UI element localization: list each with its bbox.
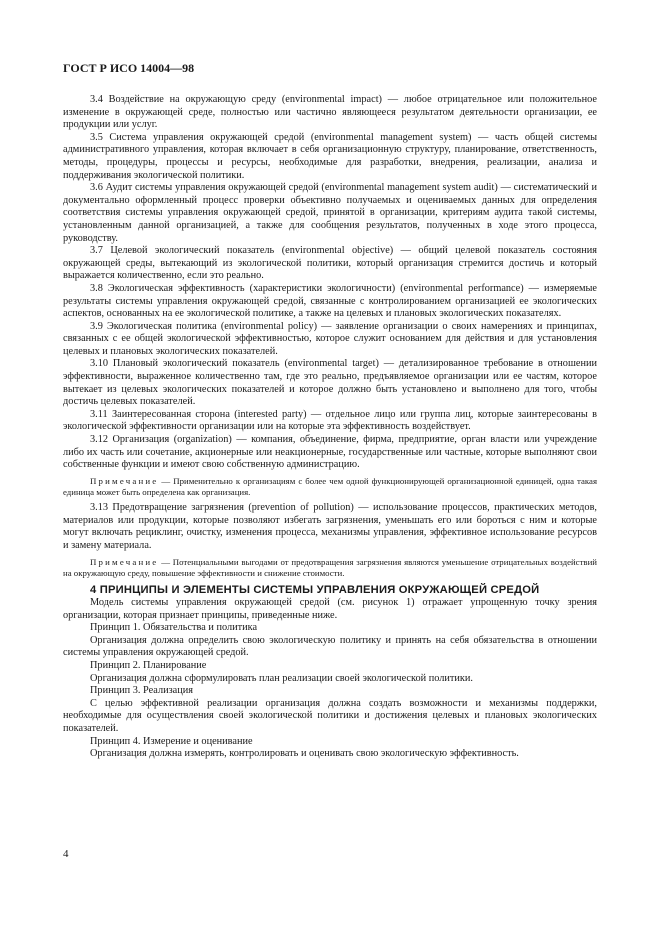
paragraph-3-10: 3.10 Плановый экологический показатель (environmental target) — детализированное требование в отношении эффективности, выраженное количественно там, где это реально, предъявляемое организации или ее частям, которое вытекает из целевых экологических показателей и которое должно быть установлено и выполнено для того, чтобы достичь целевых показателей. bbox=[63, 358, 597, 408]
paragraph-3-9: 3.9 Экологическая политика (environmental policy) — заявление организации о своих намерениях и принципах, связанных с ее общей экологической эффективностью, которое служит основанием для действия и для установления целевых и плановых экологических показателей. bbox=[63, 320, 597, 357]
page-number: 4 bbox=[63, 848, 69, 860]
principle-2-heading: Принцип 2. Планирование bbox=[90, 659, 207, 671]
paragraph-3-5: 3.5 Система управления окружающей средой (environmental management system) — часть общей системы административного управления, которая включает в себя организационную структуру, планирование, ответственность, методы, процедуры, процессы и ресурсы, необходимые для разработки, внедрения, реализации, анализа и поддерживания экологической политики. bbox=[63, 131, 597, 181]
paragraph-3-11: 3.11 Заинтересованная сторона (interested party) — отдельное лицо или группа лиц, которые заинтересованы в экологической эффективности организации или на которые эта эффективность воздействует. bbox=[63, 408, 597, 433]
document-header: ГОСТ Р ИСО 14004—98 bbox=[63, 61, 195, 75]
note-organization bbox=[63, 476, 597, 498]
principle-3-heading: Принцип 3. Реализация bbox=[90, 685, 193, 697]
principle-4-text: Организация должна измерять, контролировать и оценивать свою экологическую эффективность. bbox=[90, 748, 519, 760]
paragraph-3-13: 3.13 Предотвращение загрязнения (prevention of pollution) — использование процессов, практических методов, материалов или продукции, которые позволяют избегать загрязнения, уменьшать его или бороться с ним и которые могут включать рециклинг, очистку, изменения процесса, механизмы управления, эффективное использование ресурсов и замену материала. bbox=[63, 502, 597, 551]
section-4-heading: 4 ПРИНЦИПЫ И ЭЛЕМЕНТЫ СИСТЕМЫ УПРАВЛЕНИЯ ОКРУЖАЮЩЕЙ СРЕДОЙ bbox=[90, 584, 540, 596]
paragraph-3-8: 3.8 Экологическая эффективность (характеристики экологичности) (environmental performance) — измеряемые результаты системы управления окружающей средой, связанные с контролированием организацией ее экологических аспектов, основанных на ее экологической политике, а также на целевых и плановых экологических показателях. bbox=[63, 282, 597, 320]
paragraph-3-4: 3.4 Воздействие на окружающую среду (environmental impact) — любое отрицательное или положительное изменение в окружающей среде, полностью или частично являющееся результатом деятельности организации, ее продукции или услуг. bbox=[63, 94, 597, 131]
principle-1-text: Организация должна определить свою экологическую политику и принять на себя обязательства в отношении системы управления окружающей средой. bbox=[63, 634, 597, 659]
document-body bbox=[63, 94, 597, 761]
note-text: — Применительно к организациям с более чем одной функционирующей организационной единицей, одна такая единица может быть определена как организация. bbox=[63, 475, 597, 498]
principle-1-heading: Принцип 1. Обязательства и политика bbox=[90, 622, 258, 634]
paragraph-3-6: 3.6 Аудит системы управления окружающей средой (environmental management system audit) — систематический и документально оформленный процесс проверки объективно получаемых и оцениваемых данных для определения соответствия системы управления окружающей средой, принятой в организации, критериям аудита такой системы, установленным данной организацией, а также для сообщения результатов, полученных в ходе этого процесса, руководству. bbox=[63, 182, 597, 244]
principle-3-text: С целью эффективной реализации организация должна создать возможности и механизмы поддержки, необходимые для осуществления своей экологической политики и достижения целевых и плановых экологических показателей. bbox=[63, 697, 597, 734]
note-label: Примечание bbox=[90, 556, 159, 567]
principle-2-text: Организация должна сформулировать план реализации своей экологической политики. bbox=[90, 672, 473, 684]
note-pollution bbox=[63, 557, 597, 579]
paragraph-model: Модель системы управления окружающей средой (см. рисунок 1) отражает упрощенную точку зрения организации, которая признает принципы, приведенные ниже. bbox=[63, 597, 597, 621]
paragraph-3-12: 3.12 Организация (organization) — компания, объединение, фирма, предприятие, орган власти или учреждение либо их часть или сочетание, акционерные или неакционерные, государственные или частные, которые выполняют свои собственные функции и имеют свою собственную администрацию. bbox=[63, 434, 597, 471]
principle-4-heading: Принцип 4. Измерение и оценивание bbox=[90, 735, 253, 747]
note-text: — Потенциальными выгодами от предотвращения загрязнения являются уменьшение отрицательных воздействий на окружающую среду, повышение эффективности и снижение стоимости. bbox=[63, 556, 597, 578]
note-label: Примечание bbox=[90, 475, 159, 486]
paragraph-3-7: 3.7 Целевой экологический показатель (environmental objective) — общий целевой показатель состояния окружающей среды, вытекающий из экологической политики, который организация стремится достичь и который выражается количественно, если это реально. bbox=[63, 245, 597, 282]
